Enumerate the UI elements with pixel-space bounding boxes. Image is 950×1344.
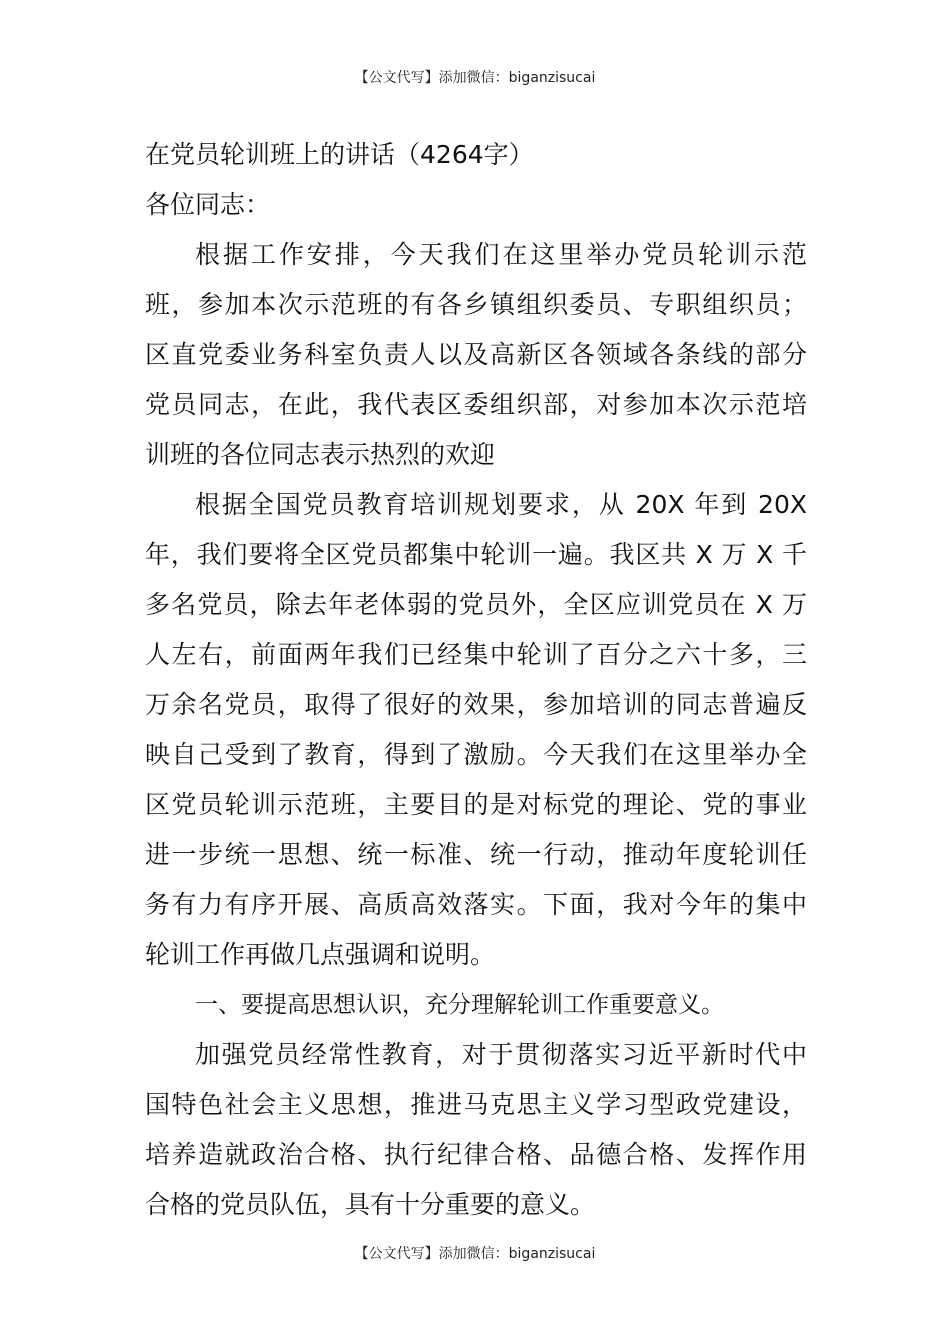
salutation: 各位同志： [145,190,271,219]
paragraph-line: 轮训工作再做几点强调和说明。 [145,940,496,969]
paragraph-line: 区直党委业务科室负责人以及高新区各领域各条线的部分 [145,340,807,369]
paragraph-line: 根据全国党员教育培训规划要求，从 20X 年到 20X [195,490,807,519]
section-heading-1: 一、要提高思想认识，充分理解轮训工作重要意义。 [195,992,724,1018]
paragraph-line: 培养造就政治合格、执行纪律合格、品德合格、发挥作用 [145,1140,807,1169]
paragraph-line: 多名党员，除去年老体弱的党员外，全区应训党员在 X 万 [145,590,807,619]
paragraph-line: 年，我们要将全区党员都集中轮训一遍。我区共 X 万 X 千 [145,540,807,569]
paragraph-2 [145,480,807,980]
paragraph-line: 班，参加本次示范班的有各乡镇组织委员、专职组织员； [145,290,807,319]
paragraph-line: 万余名党员，取得了很好的效果，参加培训的同志普遍反 [145,690,807,719]
document-title: 在党员轮训班上的讲话（4264字） [145,140,534,169]
page-footer: 【公文代写】添加微信：biganzisucai [354,1246,596,1262]
paragraph-line: 务有力有序开展、高质高效落实。下面，我对今年的集中 [145,890,807,919]
paragraph-line: 人左右，前面两年我们已经集中轮训了百分之六十多，三 [145,640,807,669]
paragraph-line: 国特色社会主义思想，推进马克思主义学习型政党建设， [145,1090,807,1119]
paragraph-line: 合格的党员队伍，具有十分重要的意义。 [145,1190,596,1219]
paragraph-3 [145,1030,807,1230]
paragraph-line: 根据工作安排，今天我们在这里举办党员轮训示范 [195,240,807,269]
document-body [145,130,807,1230]
paragraph-line: 党员同志，在此，我代表区委组织部，对参加本次示范培 [145,390,807,419]
paragraph-line: 训班的各位同志表示热烈的欢迎 [145,440,496,469]
paragraph-line: 区党员轮训示范班，主要目的是对标党的理论、党的事业 [145,790,807,819]
paragraph-line: 映自己受到了教育，得到了激励。今天我们在这里举办全 [145,740,807,769]
page-header: 【公文代写】添加微信：biganzisucai [354,70,596,86]
paragraph-line: 加强党员经常性教育，对于贯彻落实习近平新时代中 [195,1040,807,1069]
paragraph-line: 进一步统一思想、统一标准、统一行动，推动年度轮训任 [145,840,807,869]
paragraph-1 [145,230,807,480]
